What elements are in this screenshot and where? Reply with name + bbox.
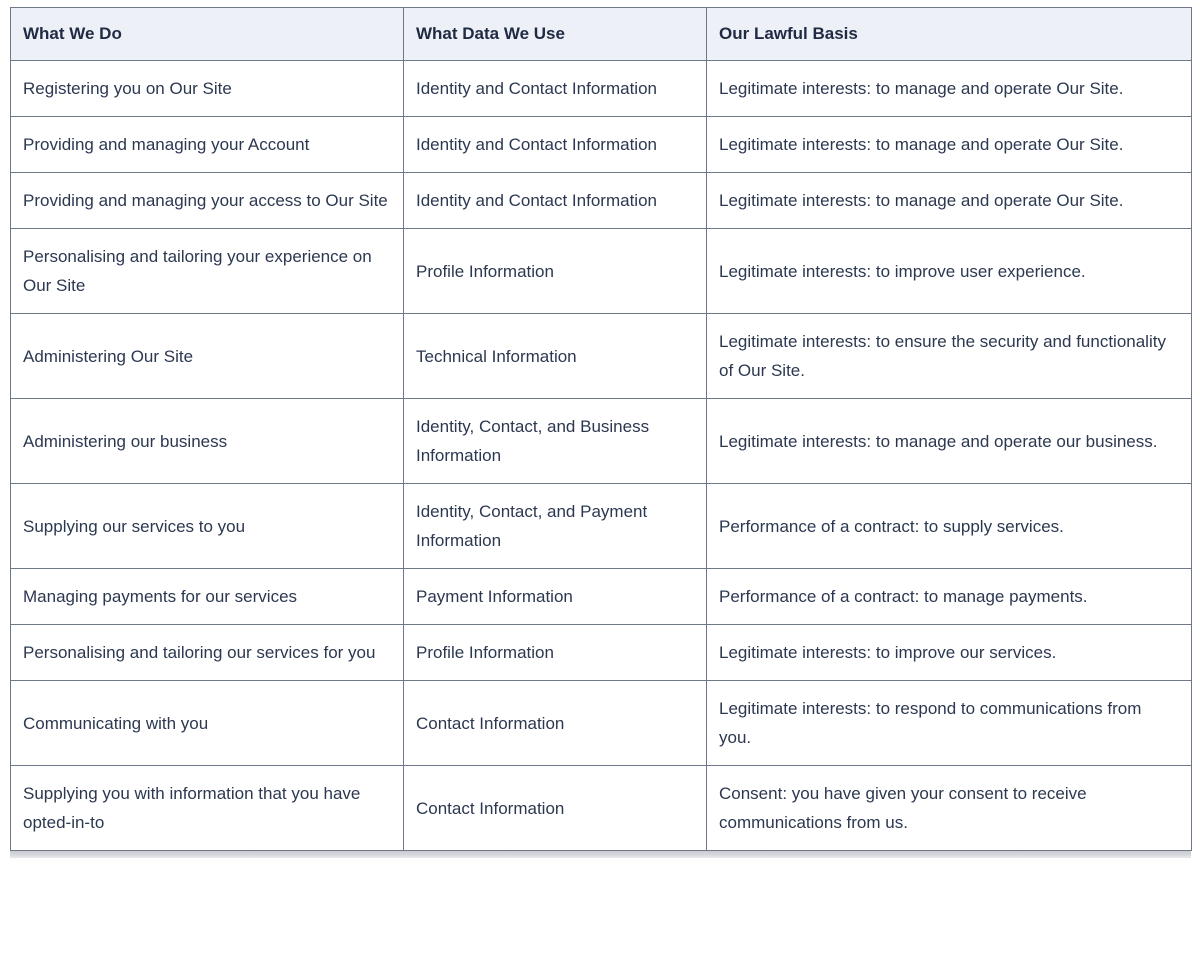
table-row — [11, 117, 1192, 173]
cell-data-we-use: Profile Information — [404, 625, 707, 681]
cell-data-we-use: Identity, Contact, and Payment Information — [404, 484, 707, 569]
page-bottom-shadow — [10, 851, 1191, 858]
cell-what-we-do: Supplying our services to you — [11, 484, 404, 569]
table-row — [11, 314, 1192, 399]
cell-data-we-use: Identity and Contact Information — [404, 173, 707, 229]
table-row — [11, 766, 1192, 851]
cell-lawful-basis: Performance of a contract: to manage payments. — [707, 569, 1192, 625]
cell-what-we-do: Managing payments for our services — [11, 569, 404, 625]
cell-data-we-use: Identity and Contact Information — [404, 61, 707, 117]
cell-what-we-do: Personalising and tailoring our services for you — [11, 625, 404, 681]
cell-lawful-basis: Consent: you have given your consent to receive communications from us. — [707, 766, 1192, 851]
table-row — [11, 173, 1192, 229]
cell-data-we-use: Payment Information — [404, 569, 707, 625]
cell-lawful-basis: Legitimate interests: to manage and operate Our Site. — [707, 117, 1192, 173]
column-header-what-we-do: What We Do — [11, 8, 404, 61]
cell-data-we-use: Profile Information — [404, 229, 707, 314]
table-row — [11, 681, 1192, 766]
table-row — [11, 229, 1192, 314]
cell-what-we-do: Supplying you with information that you have opted-in-to — [11, 766, 404, 851]
cell-data-we-use: Identity and Contact Information — [404, 117, 707, 173]
table-header — [11, 8, 1192, 61]
table-row — [11, 569, 1192, 625]
cell-what-we-do: Providing and managing your access to Our Site — [11, 173, 404, 229]
cell-lawful-basis: Legitimate interests: to ensure the security and functionality of Our Site. — [707, 314, 1192, 399]
cell-data-we-use: Technical Information — [404, 314, 707, 399]
cell-lawful-basis: Legitimate interests: to respond to communications from you. — [707, 681, 1192, 766]
cell-data-we-use: Contact Information — [404, 766, 707, 851]
table-row — [11, 61, 1192, 117]
cell-what-we-do: Personalising and tailoring your experience on Our Site — [11, 229, 404, 314]
table-row — [11, 625, 1192, 681]
cell-what-we-do: Registering you on Our Site — [11, 61, 404, 117]
cell-data-we-use: Contact Information — [404, 681, 707, 766]
cell-lawful-basis: Legitimate interests: to improve user experience. — [707, 229, 1192, 314]
column-header-what-data-we-use: What Data We Use — [404, 8, 707, 61]
cell-data-we-use: Identity, Contact, and Business Information — [404, 399, 707, 484]
data-use-table — [10, 7, 1192, 851]
cell-lawful-basis: Legitimate interests: to improve our services. — [707, 625, 1192, 681]
cell-lawful-basis: Performance of a contract: to supply services. — [707, 484, 1192, 569]
cell-what-we-do: Communicating with you — [11, 681, 404, 766]
column-header-our-lawful-basis: Our Lawful Basis — [707, 8, 1192, 61]
table-row — [11, 484, 1192, 569]
cell-what-we-do: Administering our business — [11, 399, 404, 484]
cell-lawful-basis: Legitimate interests: to manage and operate our business. — [707, 399, 1192, 484]
cell-what-we-do: Providing and managing your Account — [11, 117, 404, 173]
cell-lawful-basis: Legitimate interests: to manage and operate Our Site. — [707, 173, 1192, 229]
cell-lawful-basis: Legitimate interests: to manage and operate Our Site. — [707, 61, 1192, 117]
table-row — [11, 399, 1192, 484]
header-row — [11, 8, 1192, 61]
table-body — [11, 61, 1192, 851]
cell-what-we-do: Administering Our Site — [11, 314, 404, 399]
